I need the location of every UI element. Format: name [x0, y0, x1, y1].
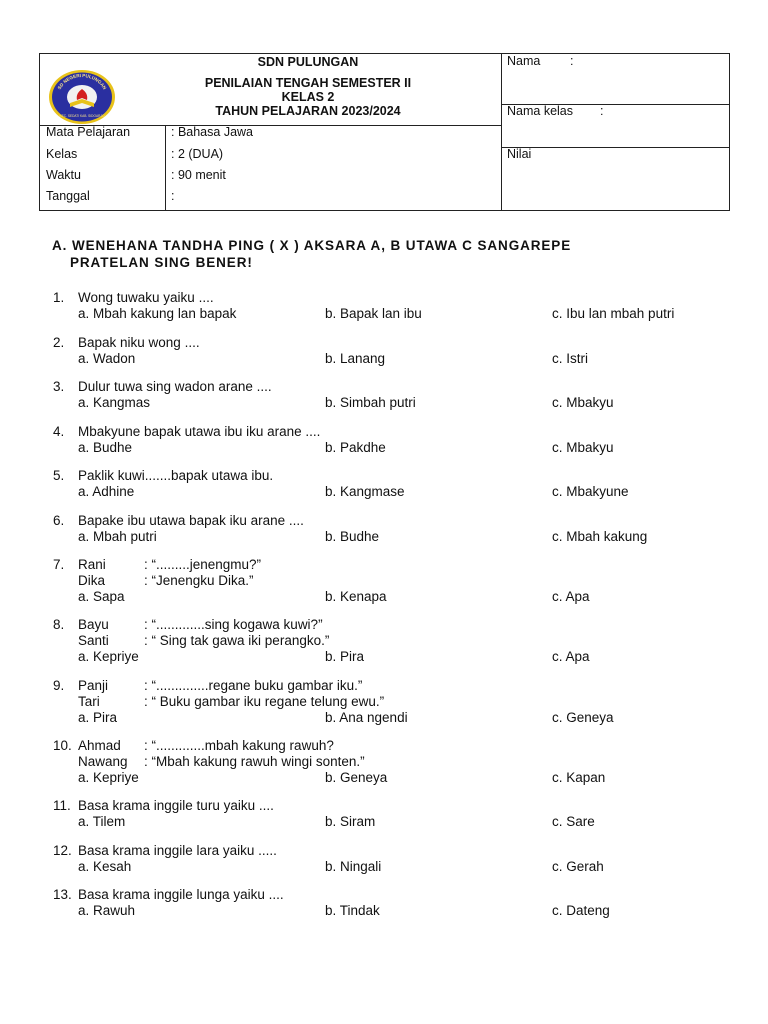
option-b[interactable]: b. Bapak lan ibu — [325, 306, 422, 321]
question-text: Mbakyune bapak utawa ibu iku arane .... — [78, 424, 321, 439]
question-number: 3. — [53, 379, 65, 394]
option-a[interactable]: a. Kepriye — [78, 770, 139, 785]
question-number: 9. — [53, 678, 65, 693]
subject-label: Mata Pelajaran — [46, 125, 131, 139]
dialogue-line: : “.............sing kogawa kuwi?” — [144, 617, 323, 632]
school-logo — [48, 65, 116, 125]
option-a[interactable]: a. Pira — [78, 710, 118, 725]
svg-text:SD NEGERI PULUNGAN: SD NEGERI PULUNGAN — [56, 72, 108, 91]
date-label: Tanggal — [46, 189, 90, 203]
divider — [501, 54, 502, 211]
question-number: 5. — [53, 468, 65, 483]
question-number: 13. — [53, 887, 72, 902]
option-a[interactable]: a. Rawuh — [78, 903, 136, 918]
option-a[interactable]: a. Mbah putri — [78, 529, 157, 544]
speaker-name: Tari — [78, 694, 100, 709]
question-text: Bapake ibu utawa bapak iku arane .... — [78, 513, 304, 528]
option-b[interactable]: b. Geneya — [325, 770, 388, 785]
class-label: Kelas — [46, 147, 78, 161]
name-label: Nama — [507, 54, 541, 68]
speaker-name: Bayu — [78, 617, 109, 632]
speaker-name: Ahmad — [78, 738, 121, 753]
option-c[interactable]: c. Apa — [552, 589, 590, 604]
question-number: 11. — [53, 798, 71, 813]
class-name-colon: : — [600, 104, 604, 118]
dialogue-line: : “.........jenengmu?” — [144, 557, 262, 572]
school-year: TAHUN PELAJARAN 2023/2024 — [215, 104, 401, 118]
time-label: Waktu — [46, 168, 81, 182]
option-a[interactable]: a. Kesah — [78, 859, 132, 874]
dialogue-line: : “.............mbah kakung rawuh? — [144, 738, 334, 753]
speaker-name: Rani — [78, 557, 106, 572]
option-a[interactable]: a. Budhe — [78, 440, 133, 455]
question-number: 2. — [53, 335, 65, 350]
option-c[interactable]: c. Geneya — [552, 710, 614, 725]
option-a[interactable]: a. Adhine — [78, 484, 135, 499]
option-b[interactable]: b. Tindak — [325, 903, 380, 918]
option-b[interactable]: b. Pira — [325, 649, 365, 664]
question-number: 8. — [53, 617, 65, 632]
option-b[interactable]: b. Siram — [325, 814, 376, 829]
option-b[interactable]: b. Ningali — [325, 859, 382, 874]
question-number: 4. — [53, 424, 65, 439]
option-a[interactable]: a. Wadon — [78, 351, 136, 366]
class-title: KELAS 2 — [281, 90, 335, 104]
option-a[interactable]: a. Kepriye — [78, 649, 139, 664]
option-b[interactable]: b. Kangmase — [325, 484, 405, 499]
option-b[interactable]: b. Lanang — [325, 351, 386, 366]
section-title-line2: PRATELAN SING BENER! — [70, 255, 253, 270]
section-title-line1: A. WENEHANA TANDHA PING ( X ) AKSARA A, B UTAWA C SANGAREPE — [52, 238, 572, 253]
dialogue-line: : “ Buku gambar iku regane telung ewu.” — [144, 694, 385, 709]
option-c[interactable]: c. Ibu lan mbah putri — [552, 306, 675, 321]
dialogue-line: : “Jenengku Dika.” — [144, 573, 254, 588]
dialogue-line: : “Mbah kakung rawuh wingi sonten.” — [144, 754, 365, 769]
subject-value: : Bahasa Jawa — [171, 125, 253, 139]
question-text: Dulur tuwa sing wadon arane .... — [78, 379, 272, 394]
score-label: Nilai — [507, 147, 532, 161]
question-text: Paklik kuwi.......bapak utawa ibu. — [78, 468, 274, 483]
option-b[interactable]: b. Budhe — [325, 529, 380, 544]
question-number: 12. — [53, 843, 72, 858]
svg-text:KEC. SEDATI KAB. SIDOARJO: KEC. SEDATI KAB. SIDOARJO — [59, 114, 105, 118]
option-c[interactable]: c. Kapan — [552, 770, 606, 785]
option-c[interactable]: c. Apa — [552, 649, 590, 664]
option-c[interactable]: c. Mbakyu — [552, 395, 614, 410]
option-c[interactable]: c. Mbah kakung — [552, 529, 648, 544]
time-value: : 90 menit — [171, 168, 226, 182]
name-colon: : — [570, 54, 574, 68]
date-value: : — [171, 189, 175, 203]
speaker-name: Nawang — [78, 754, 128, 769]
option-a[interactable]: a. Mbah kakung lan bapak — [78, 306, 237, 321]
divider — [501, 147, 730, 148]
option-c[interactable]: c. Istri — [552, 351, 588, 366]
question-number: 7. — [53, 557, 65, 572]
option-b[interactable]: b. Pakdhe — [325, 440, 386, 455]
school-name: SDN PULUNGAN — [257, 55, 359, 69]
speaker-name: Dika — [78, 573, 106, 588]
class-name-label: Nama kelas — [507, 104, 573, 118]
option-a[interactable]: a. Tilem — [78, 814, 126, 829]
question-number: 6. — [53, 513, 65, 528]
section-title — [52, 237, 692, 271]
question-text: Wong tuwaku yaiku .... — [78, 290, 214, 305]
exam-title: PENILAIAN TENGAH SEMESTER II — [204, 76, 412, 90]
option-a[interactable]: a. Kangmas — [78, 395, 151, 410]
option-c[interactable]: c. Dateng — [552, 903, 610, 918]
option-c[interactable]: c. Mbakyu — [552, 440, 614, 455]
dialogue-line: : “..............regane buku gambar iku.” — [144, 678, 363, 693]
speaker-name: Panji — [78, 678, 109, 693]
header-table — [39, 53, 730, 211]
option-a[interactable]: a. Sapa — [78, 589, 125, 604]
question-number: 1. — [53, 290, 65, 305]
dialogue-line: : “ Sing tak gawa iki perangko.” — [144, 633, 330, 648]
option-c[interactable]: c. Gerah — [552, 859, 604, 874]
divider — [165, 126, 166, 211]
speaker-name: Santi — [78, 633, 109, 648]
option-b[interactable]: b. Kenapa — [325, 589, 387, 604]
question-text: Bapak niku wong .... — [78, 335, 200, 350]
question-number: 10. — [53, 738, 72, 753]
option-b[interactable]: b. Ana ngendi — [325, 710, 408, 725]
option-c[interactable]: c. Mbakyune — [552, 484, 629, 499]
option-b[interactable]: b. Simbah putri — [325, 395, 416, 410]
question-text: Basa krama inggile turu yaiku .... — [78, 798, 274, 813]
question-text: Basa krama inggile lunga yaiku .... — [78, 887, 284, 902]
class-value: : 2 (DUA) — [171, 147, 224, 161]
question-text: Basa krama inggile lara yaiku ..... — [78, 843, 277, 858]
option-c[interactable]: c. Sare — [552, 814, 595, 829]
